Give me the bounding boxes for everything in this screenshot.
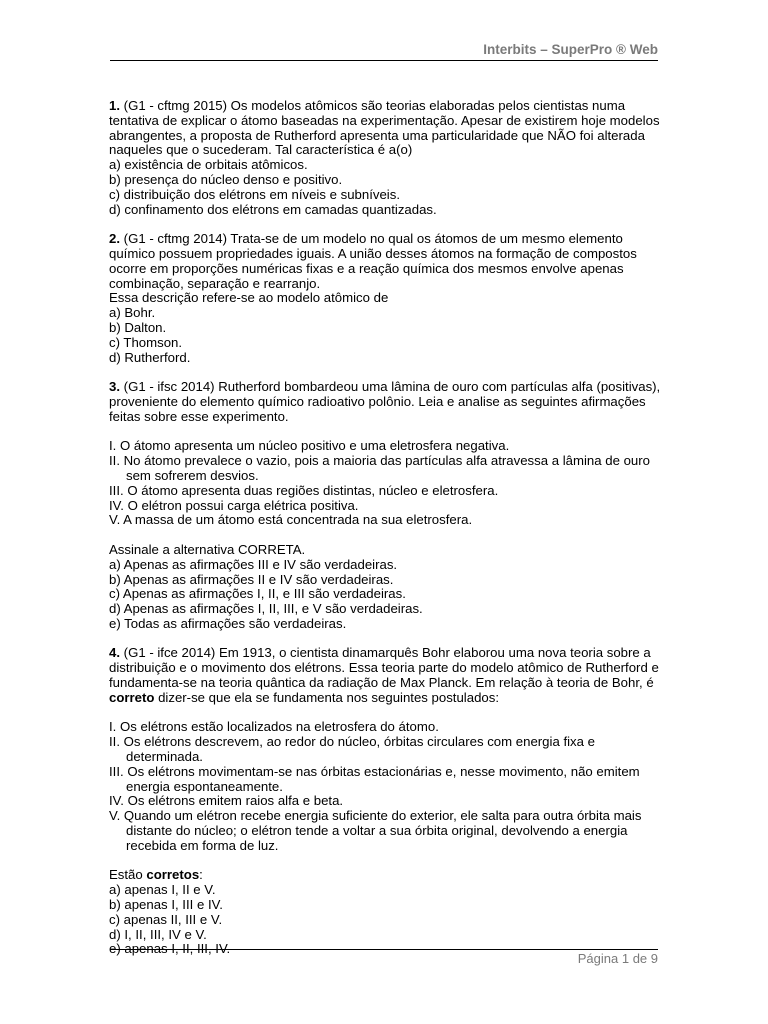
option-e: e) Todas as afirmações são verdadeiras. bbox=[109, 615, 347, 631]
statement-i: I. O átomo apresenta um núcleo positivo e uma eletrosfera negativa. bbox=[109, 438, 510, 454]
question-2-intro-line: 2. (G1 - cftmg 2014) Trata-se de um modelo no qual os átomos de um mesmo elemento bbox=[109, 231, 623, 247]
option-c: c) distribuição dos elétrons em níveis e subníveis. bbox=[109, 186, 400, 202]
bold-keyword: corretos bbox=[146, 867, 200, 883]
statement-iv: IV. Os elétrons emitem raios alfa e beta. bbox=[109, 793, 344, 809]
option-e: e) apenas I, II, III, IV. bbox=[109, 941, 231, 957]
option-c: c) Thomson. bbox=[109, 334, 183, 350]
option-a: a) apenas I, II e V. bbox=[109, 882, 216, 898]
question-3-text-line: proveniente do elemento químico radioativo polônio. Leia e analise as seguintes afirmações bbox=[109, 393, 646, 409]
option-d: d) Rutherford. bbox=[109, 349, 191, 365]
question-2-text-line: químico possuem propriedades iguais. A união desses átomos na formação de compostos bbox=[109, 245, 637, 261]
statement-ii: II. No átomo prevalece o vazio, pois a maioria das partículas alfa atravessa a lâmina de ouro bbox=[109, 453, 650, 469]
question-4-text-line: fundamenta-se na teoria quântica da radiação de Max Planck. Em relação à teoria de Bohr, é bbox=[109, 675, 654, 691]
statement-ii-cont: determinada. bbox=[126, 749, 203, 765]
option-d: d) confinamento dos elétrons em camadas quantizadas. bbox=[109, 201, 437, 217]
header-title: Interbits – SuperPro ® Web bbox=[483, 42, 658, 57]
option-b: b) apenas I, III e IV. bbox=[109, 897, 223, 913]
question-2-text-line: Essa descrição refere-se ao modelo atômico de bbox=[109, 290, 389, 306]
question-1-intro-line: 1. (G1 - cftmg 2015) Os modelos atômicos são teorias elaboradas pelos cientistas numa bbox=[109, 98, 626, 113]
question-3-prompt: Assinale a alternativa CORRETA. bbox=[109, 541, 306, 557]
option-b: b) presença do núcleo denso e positivo. bbox=[109, 171, 343, 187]
document-body bbox=[109, 99, 669, 957]
question-number: 4. bbox=[109, 645, 120, 661]
option-b: b) Apenas as afirmações II e IV são verdadeiras. bbox=[109, 571, 394, 587]
question-3-intro-line: 3. (G1 - ifsc 2014) Rutherford bombardeou uma lâmina de ouro com partículas alfa (positivas), bbox=[109, 379, 661, 395]
option-d: d) Apenas as afirmações I, II, III, e V são verdadeiras. bbox=[109, 601, 423, 617]
question-2-text-line: combinação, separação e rearranjo. bbox=[109, 275, 321, 291]
option-c: c) Apenas as afirmações I, II, e III são verdadeiras. bbox=[109, 586, 406, 602]
question-number: 3. bbox=[109, 379, 120, 395]
option-d: d) I, II, III, IV e V. bbox=[109, 926, 207, 942]
question-4 bbox=[109, 646, 669, 957]
question-number: 1. bbox=[109, 98, 120, 113]
question-number: 2. bbox=[109, 231, 120, 247]
statement-ii-cont: sem sofrerem desvios. bbox=[126, 467, 259, 483]
option-a: a) Apenas as afirmações III e IV são verdadeiras. bbox=[109, 556, 398, 572]
option-a: a) existência de orbitais atômicos. bbox=[109, 157, 308, 173]
question-4-prompt: Estão corretos: bbox=[109, 867, 203, 883]
footer-rule bbox=[110, 949, 658, 950]
question-2-text-line: ocorre em proporções numéricas fixas e a reação química dos mesmos envolve apenas bbox=[109, 260, 624, 276]
statement-iii: III. O átomo apresenta duas regiões distintas, núcleo e eletrosfera. bbox=[109, 482, 499, 498]
statement-iv: IV. O elétron possui carga elétrica positiva. bbox=[109, 497, 359, 513]
question-4-intro-line: 4. (G1 - ifce 2014) Em 1913, o cientista dinamarquês Bohr elaborou uma nova teoria sobre a bbox=[109, 645, 651, 661]
page-number: Página 1 de 9 bbox=[577, 951, 658, 966]
statement-ii: II. Os elétrons descrevem, ao redor do núcleo, órbitas circulares com energia fixa e bbox=[109, 734, 595, 750]
statement-v: V. Quando um elétron recebe energia suficiente do exterior, ele salta para outra órbita mais bbox=[109, 808, 642, 824]
option-c: c) apenas II, III e V. bbox=[109, 911, 223, 927]
statement-v-cont: distante do núcleo; o elétron tende a voltar a sua órbita original, devolvendo a energia bbox=[126, 823, 628, 839]
header-rule bbox=[110, 60, 658, 61]
statement-v: V. A massa de um átomo está concentrada na sua eletrosfera. bbox=[109, 512, 473, 528]
question-1-text-line: naqueles que o sucederam. Tal característica é a(o) bbox=[109, 142, 413, 158]
statement-v-cont: recebida em forma de luz. bbox=[126, 837, 279, 853]
statement-iii: III. Os elétrons movimentam-se nas órbitas estacionárias e, nesse movimento, não emitem bbox=[109, 763, 640, 779]
question-1 bbox=[109, 99, 669, 217]
option-a: a) Bohr. bbox=[109, 305, 156, 321]
question-1-text-line: abrangentes, a proposta de Rutherford apresenta uma particularidade que NÃO foi alterada bbox=[109, 127, 645, 143]
question-3-text-line: feitas sobre esse experimento. bbox=[109, 408, 289, 424]
question-1-text-line: tentativa de explicar o átomo baseadas na experimentação. Apesar de existirem hoje modelos bbox=[109, 112, 660, 128]
question-4-text-line: correto dizer-se que ela se fundamenta nos seguintes postulados: bbox=[109, 689, 499, 705]
question-4-text-line: distribuição e o movimento dos elétrons. Essa teoria parte do modelo atômico de Rutherford e bbox=[109, 660, 659, 676]
question-2 bbox=[109, 232, 669, 365]
option-b: b) Dalton. bbox=[109, 319, 167, 335]
bold-keyword: correto bbox=[109, 689, 155, 705]
statement-i: I. Os elétrons estão localizados na eletrosfera do átomo. bbox=[109, 719, 439, 735]
question-3 bbox=[109, 380, 669, 632]
statement-iii-cont: energia espontaneamente. bbox=[126, 778, 283, 794]
